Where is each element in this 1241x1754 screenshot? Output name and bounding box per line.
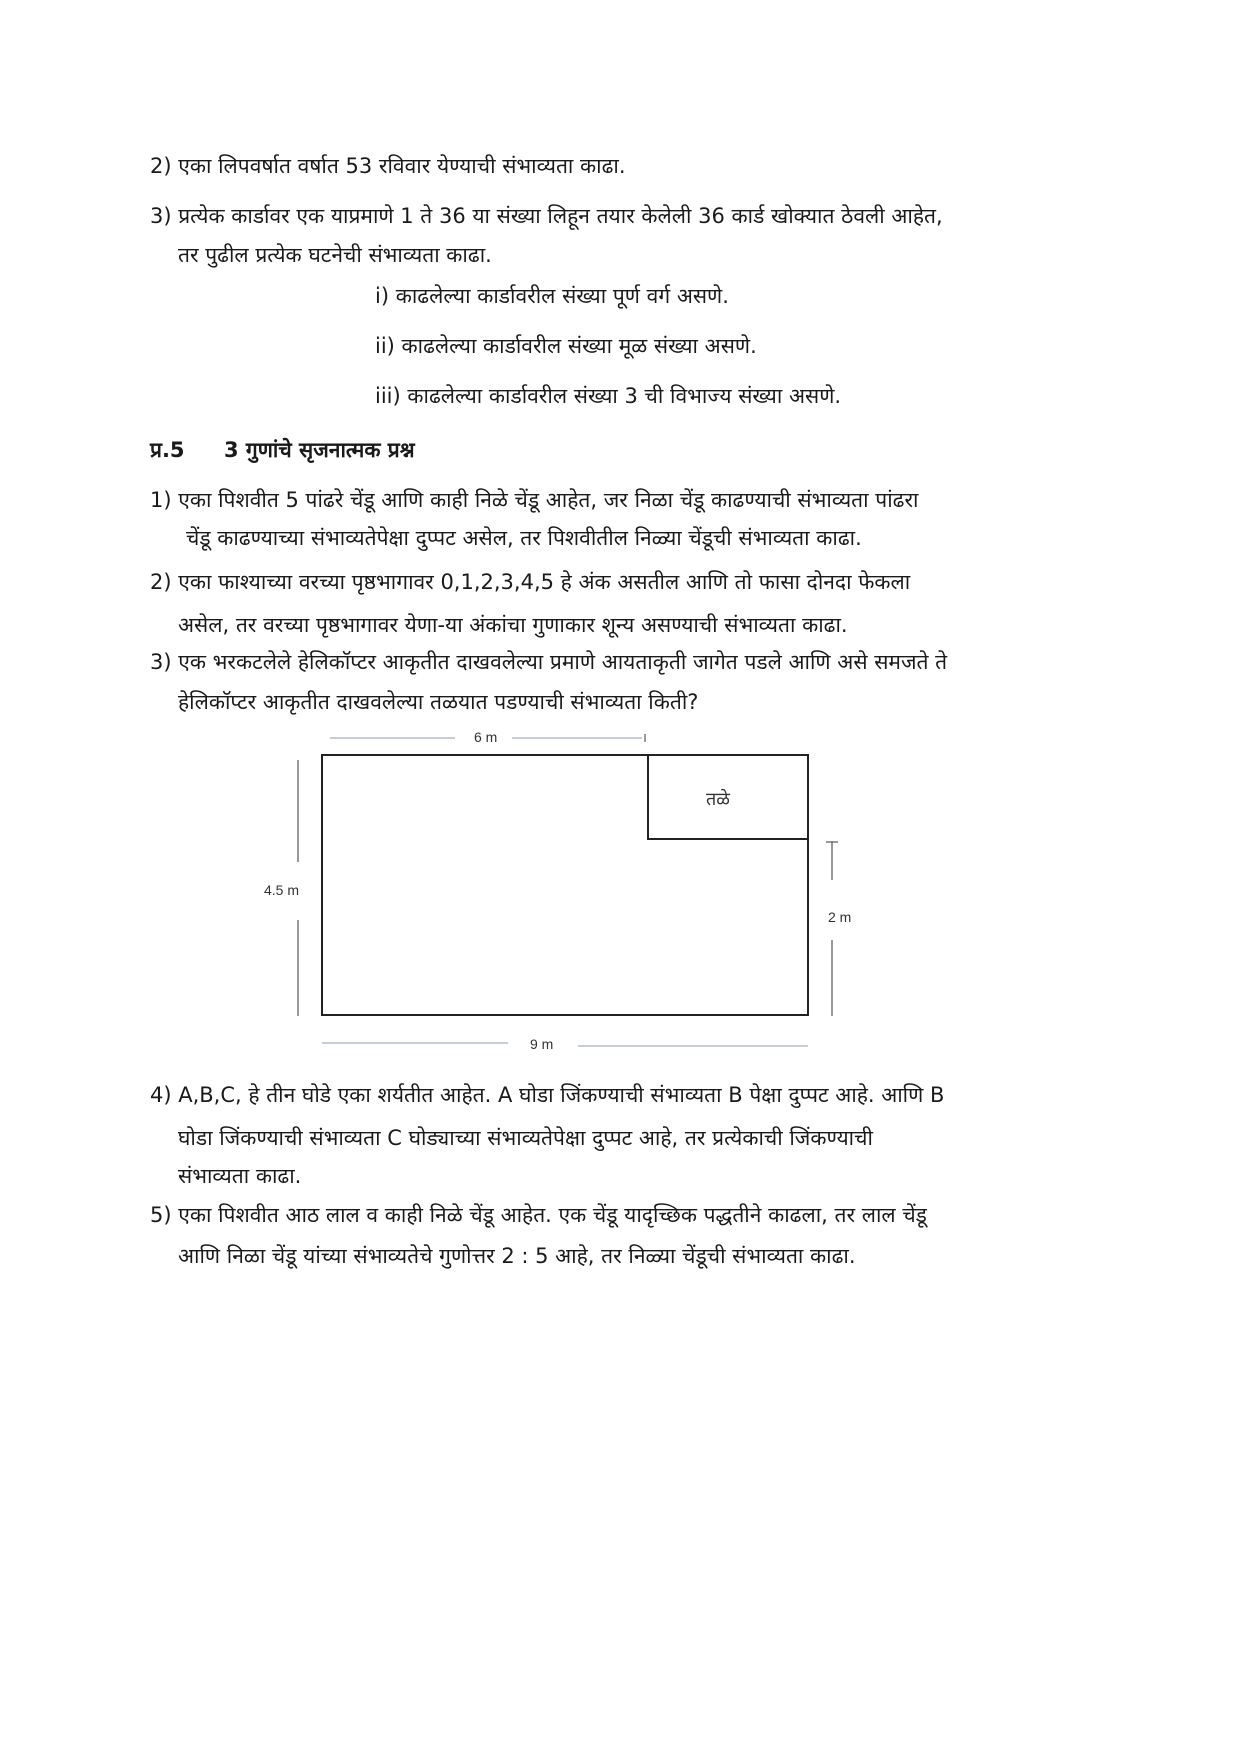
right-dimension-label: 2 m bbox=[828, 909, 852, 925]
question-3-line-1: 3) प्रत्येक कार्डावर एक याप्रमाणे 1 ते 36 या संख्या लिहून तयार केलेली 36 कार्ड खोक्यात ठेवली आहेत, bbox=[150, 204, 943, 228]
question-2: 2) एका लिपवर्षात वर्षात 53 रविवार येण्याची संभाव्यता काढा. bbox=[150, 154, 626, 178]
left-dimension-label: 4.5 m bbox=[264, 882, 300, 898]
problem-3-line-2: हेलिकॉप्टर आकृतीत दाखवलेल्या तळयात पडण्याची संभाव्यता किती? bbox=[178, 690, 699, 714]
pond-label: तळे bbox=[706, 789, 730, 810]
section-number: प्र.5 bbox=[150, 438, 185, 462]
problem-1-line-2: चेंडू काढण्याच्या संभाव्यतेपेक्षा दुप्पट असेल, तर पिशवीतील निळ्या चेंडूची संभाव्यता काढा. bbox=[186, 526, 862, 550]
question-3-line-2: तर पुढील प्रत्येक घटनेची संभाव्यता काढा. bbox=[178, 243, 492, 267]
question-3-part-iii: iii) काढलेल्या कार्डावरील संख्या 3 ची विभाज्य संख्या असणे. bbox=[375, 384, 842, 408]
problem-2-line-1: 2) एका फाश्याच्या वरच्या पृष्ठभागावर 0,1,2,3,4,5 हे अंक असतील आणि तो फासा दोनदा फेकला bbox=[150, 570, 911, 594]
problem-4-line-3: संभाव्यता काढा. bbox=[178, 1164, 302, 1188]
problem-2-line-2: असेल, तर वरच्या पृष्ठभागावर येणा-या अंकांचा गुणाकार शून्य असण्याची संभाव्यता काढा. bbox=[178, 613, 848, 637]
problem-1-line-1: 1) एका पिशवीत 5 पांढरे चेंडू आणि काही निळे चेंडू आहेत, जर निळा चेंडू काढण्याची संभाव्यता पांढरा bbox=[150, 488, 919, 512]
bottom-dimension-label: 9 m bbox=[530, 1036, 554, 1052]
problem-3-line-1: 3) एक भरकटलेले हेलिकॉप्टर आकृतीत दाखवलेल्या प्रमाणे आयताकृती जागेत पडले आणि असे समजते ते bbox=[150, 650, 948, 674]
rectangular-field bbox=[322, 755, 808, 1015]
question-3-part-i: i) काढलेल्या कार्डावरील संख्या पूर्ण वर्ग असणे. bbox=[375, 284, 729, 308]
question-3-part-ii: ii) काढलेल्या कार्डावरील संख्या मूळ संख्या असणे. bbox=[375, 334, 757, 358]
top-dimension-label: 6 m bbox=[474, 729, 498, 745]
section-title: 3 गुणांचे सृजनात्मक प्रश्न bbox=[224, 438, 415, 462]
problem-4-line-1: 4) A,B,C, हे तीन घोडे एका शर्यतीत आहेत. A घोडा जिंकण्याची संभाव्यता B पेक्षा दुप्पट आहे. आणि B bbox=[150, 1083, 945, 1107]
problem-5-line-2: आणि निळा चेंडू यांच्या संभाव्यतेचे गुणोत्तर 2 : 5 आहे, तर निळ्या चेंडूची संभाव्यता काढा. bbox=[178, 1244, 856, 1268]
problem-5-line-1: 5) एका पिशवीत आठ लाल व काही निळे चेंडू आहेत. एक चेंडू यादृच्छिक पद्धतीने काढला, तर लाल चेंडू bbox=[150, 1203, 927, 1227]
problem-4-line-2: घोडा जिंकण्याची संभाव्यता C घोड्याच्या संभाव्यतेपेक्षा दुप्पट आहे, तर प्रत्येकाची जिंकण्याची bbox=[178, 1126, 873, 1150]
